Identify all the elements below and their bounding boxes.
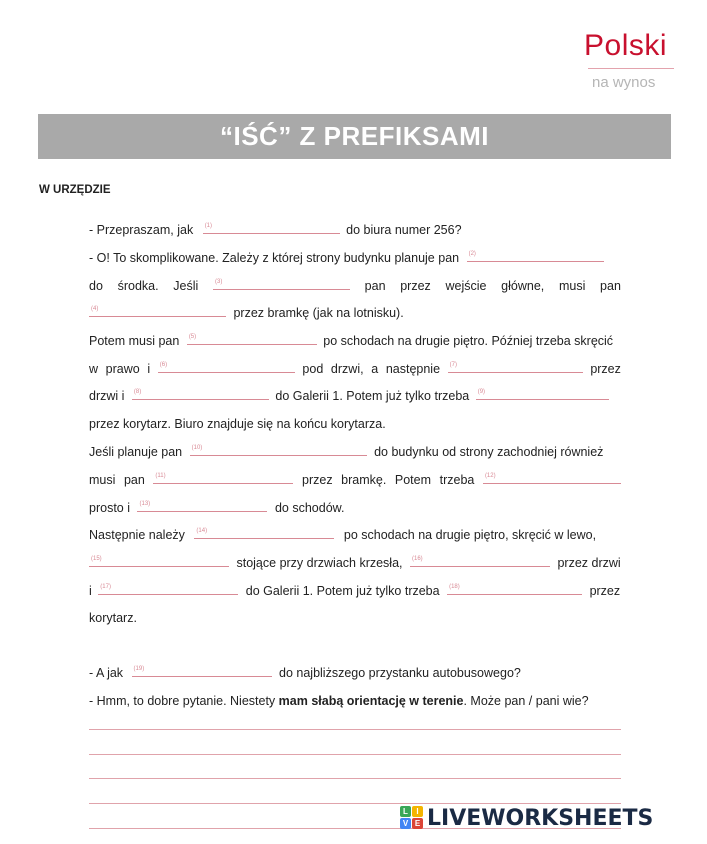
blank-number: (15) [91, 556, 102, 562]
answer-line[interactable] [89, 729, 621, 730]
blank-6[interactable] [158, 361, 295, 373]
blank-number: (18) [449, 584, 460, 590]
text: do schodów. [274, 501, 345, 515]
text-line-10 [89, 472, 621, 488]
text-line-17 [89, 693, 621, 709]
text: musi [89, 473, 116, 487]
blank-number: (11) [155, 473, 166, 479]
text: stojące przy drzwiach krzesła, [236, 556, 403, 570]
text: przez [400, 279, 431, 293]
blank-10[interactable] [190, 444, 367, 456]
blank-17[interactable] [98, 583, 238, 595]
blank-number: (12) [484, 473, 496, 479]
text: do [89, 279, 103, 293]
blank-number: (2) [468, 251, 476, 257]
blank-number: (10) [191, 445, 203, 451]
text-line-5 [89, 333, 621, 349]
blank-number: (9) [477, 389, 486, 395]
text: - O! To skomplikowane. Zależy z której strony budynku planuje pan [89, 251, 460, 265]
text: następnie [385, 362, 441, 376]
blank-number: (19) [133, 666, 145, 672]
text: przez drzwi [557, 556, 621, 570]
text: bramkę. [341, 473, 387, 487]
liveworksheets-brand: LIVEWORKSHEETS [427, 805, 654, 831]
text-line-3 [89, 278, 621, 294]
blank-1[interactable] [203, 222, 340, 234]
logo-title: Polski [584, 29, 668, 62]
liveworksheets-watermark [400, 805, 653, 831]
answer-line[interactable] [89, 754, 621, 755]
logo-subtitle: na wynos [592, 74, 656, 91]
text: i [147, 362, 151, 376]
blank-2[interactable] [467, 250, 604, 262]
text: przez korytarz. Biuro znajduje się na końcu korytarza. [89, 417, 386, 431]
logo-divider [588, 68, 674, 69]
text: przez [590, 362, 621, 376]
text-line-13 [89, 555, 621, 571]
text: po schodach na drugie piętro, skręcić w lewo, [343, 528, 597, 542]
text-line-16 [89, 665, 621, 681]
blank-number: (1) [204, 223, 213, 229]
blank-number: (5) [188, 334, 197, 340]
text: korytarz. [89, 611, 137, 625]
blank-number: (13) [139, 501, 151, 507]
answer-line[interactable] [89, 778, 621, 779]
text: pan [600, 279, 621, 293]
text-line-15 [89, 610, 621, 626]
section-title: W URZĘDZIE [39, 184, 111, 196]
blank-13[interactable] [137, 500, 267, 512]
text: przez [589, 584, 621, 598]
text: pan [364, 279, 386, 293]
blank-14[interactable] [194, 527, 334, 539]
page-title: “IŚĆ” Z PREFIKSAMI [38, 114, 671, 159]
text: w [89, 362, 99, 376]
text: pod [302, 362, 324, 376]
text-line-11 [89, 500, 621, 516]
blank-15[interactable] [89, 555, 229, 567]
text: do Galerii 1. Potem już tylko trzeba [245, 584, 440, 598]
text: do biura numer 256? [346, 223, 462, 237]
text: prosto i [89, 501, 130, 515]
blank-16[interactable] [410, 555, 550, 567]
text-line-7 [89, 388, 621, 404]
text: drzwi, [330, 362, 364, 376]
text-line-1 [89, 222, 621, 238]
blank-number: (8) [133, 389, 142, 395]
text: i [89, 584, 92, 598]
text: . Może pan / pani wie? [463, 694, 589, 708]
text: po schodach na drugie piętro. Później trzeba skręcić [323, 334, 614, 348]
text: prawo [105, 362, 140, 376]
liveworksheets-logo-icon [400, 806, 424, 830]
blank-number: (14) [196, 528, 208, 534]
text-line-12 [89, 527, 621, 543]
blank-number: (17) [100, 584, 111, 590]
logo-tile: I [412, 806, 423, 817]
blank-number: (4) [91, 306, 99, 312]
text: środka. [117, 279, 159, 293]
logo-tile: E [412, 818, 423, 829]
text-line-6 [89, 361, 621, 377]
blank-4[interactable] [89, 305, 226, 317]
text-line-9 [89, 444, 621, 460]
text: musi [558, 279, 586, 293]
text: a [371, 362, 379, 376]
bold-phrase: mam słabą orientację w terenie [278, 694, 464, 708]
text: Potem musi pan [89, 334, 180, 348]
blank-9[interactable] [476, 388, 609, 400]
text: drzwi i [89, 389, 125, 403]
text-line-14 [89, 583, 621, 599]
text: - Przepraszam, jak [89, 223, 194, 237]
answer-line[interactable] [89, 803, 621, 804]
text-line-8 [89, 416, 621, 432]
text: do budynku od strony zachodniej również [374, 445, 604, 459]
logo-tile: L [400, 806, 411, 817]
blank-8[interactable] [132, 388, 269, 400]
text: pan [123, 473, 145, 487]
blank-7[interactable] [448, 361, 583, 373]
blank-number: (16) [412, 556, 423, 562]
text: wejście [445, 279, 487, 293]
blank-19[interactable] [132, 665, 272, 677]
text: - Hmm, to dobre pytanie. Niestety [89, 694, 276, 708]
text: do Galerii 1. Potem już tylko trzeba [275, 389, 470, 403]
text: główne, [501, 279, 545, 293]
blank-number: (3) [214, 279, 223, 285]
blank-12[interactable] [483, 472, 621, 484]
logo [584, 29, 684, 91]
text: przez bramkę (jak na lotnisku). [233, 306, 404, 320]
text-line-2 [89, 250, 621, 266]
text: Jeśli [173, 279, 199, 293]
blank-number: (6) [159, 362, 168, 368]
text: Następnie należy [89, 528, 185, 542]
logo-tile: V [400, 818, 411, 829]
text: Potem [394, 473, 432, 487]
text: - A jak [89, 666, 124, 680]
text-line-4 [89, 305, 621, 321]
text: przez [302, 473, 333, 487]
text: trzeba [439, 473, 475, 487]
blank-5[interactable] [187, 333, 317, 345]
blank-number: (7) [449, 362, 458, 368]
blank-18[interactable] [447, 583, 582, 595]
blank-11[interactable] [153, 472, 293, 484]
text: do najbliższego przystanku autobusowego? [279, 666, 521, 680]
blank-3[interactable] [213, 278, 350, 290]
text: Jeśli planuje pan [89, 445, 183, 459]
